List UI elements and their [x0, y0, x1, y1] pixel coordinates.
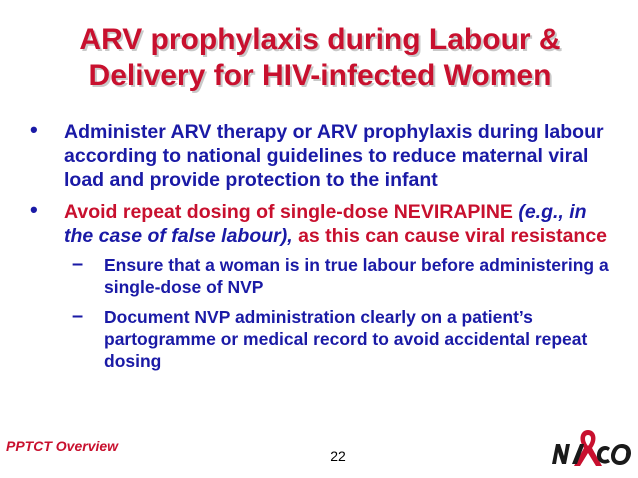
dash-glyph: –	[72, 305, 84, 327]
title-line-2: Delivery for HIV-infected Women	[88, 59, 552, 92]
bullet-text-tail-a: as this can cause	[292, 225, 460, 247]
footer-label: PPTCT Overview	[6, 438, 119, 454]
sub-bullet-2	[30, 306, 610, 372]
page-number: 22	[330, 448, 346, 464]
bullet-dot: •	[30, 117, 38, 142]
bullet-item-2	[30, 197, 610, 248]
bullet-item-1	[30, 117, 610, 192]
bullet-text-red: Avoid repeat dosing of single-dose NEVIRAPINE	[64, 201, 513, 223]
bullet-text-tail-b: viral resistance	[465, 225, 608, 247]
slide-title	[40, 22, 600, 94]
bullet-text: Administer ARV therapy or ARV prophylaxis during labour according to national guidelines to reduce maternal viral load and provide protection to the infant	[64, 121, 604, 191]
naco-logo	[550, 426, 634, 470]
bullet-text-italic: (e.g., in the case of false labour),	[64, 201, 587, 247]
sub-bullet-text: Ensure that a woman is in true labour before administering a single-dose of NVP	[104, 255, 609, 297]
bullet-dot: •	[30, 197, 38, 222]
dash-glyph: –	[72, 253, 84, 275]
slide-body	[30, 117, 610, 380]
sub-bullet-text: Document NVP administration clearly on a patient’s partogramme or medical record to avoid accidental repeat dosing	[104, 307, 588, 371]
sub-bullet-1	[30, 254, 610, 298]
title-line-1: ARV prophylaxis during Labour &	[79, 23, 561, 56]
